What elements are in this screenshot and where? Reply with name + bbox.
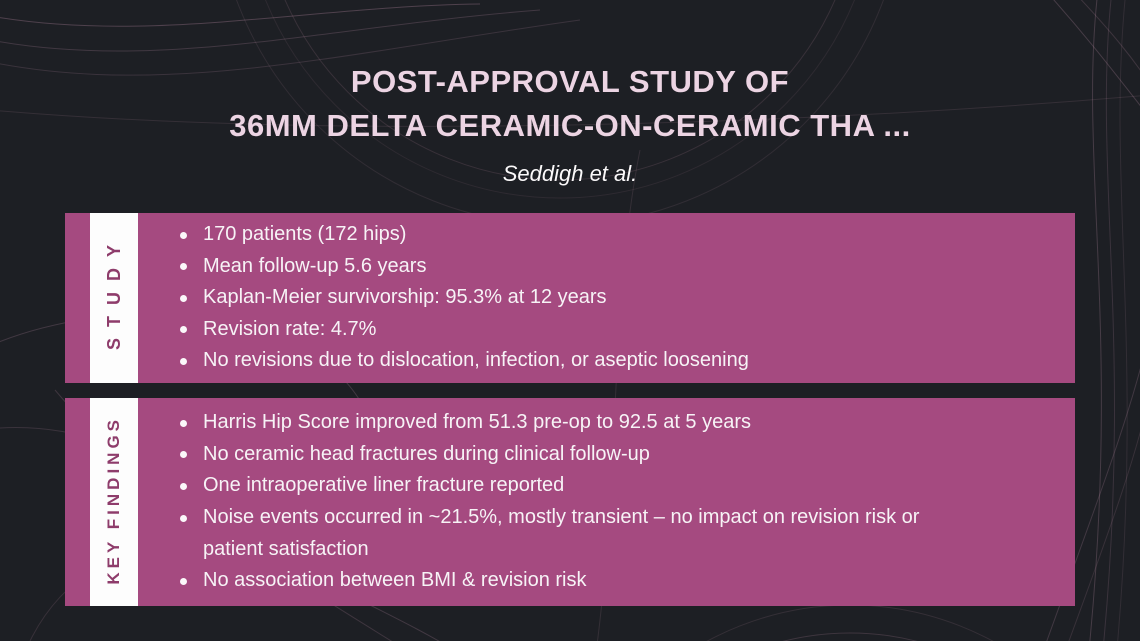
study-bullet-2: Mean follow-up 5.6 years	[175, 251, 957, 283]
title-line-2: 36MM DELTA CERAMIC-ON-CERAMIC THA ...	[229, 108, 911, 143]
key-findings-bullet-3: One intraoperative liner fracture reported	[175, 470, 957, 502]
key-findings-label: KEY FINDINGS	[104, 415, 123, 585]
study-bullet-5: No revisions due to dislocation, infection, or aseptic loosening	[175, 345, 957, 377]
study-panel	[65, 213, 1075, 383]
key-findings-bullet-5: No association between BMI & revision risk	[175, 565, 957, 597]
slide-subtitle: Seddigh et al.	[502, 161, 638, 186]
title-line-1: POST-APPROVAL STUDY OF	[350, 64, 790, 99]
study-bullet-4: Revision rate: 4.7%	[175, 314, 957, 346]
key-findings-label-strip	[90, 398, 138, 606]
study-label: STUDY	[103, 234, 124, 351]
key-findings-bullet-4: Noise events occurred in ~21.5%, mostly transient – no impact on revision risk or patient satisfaction	[175, 502, 957, 565]
study-bullet-1: 170 patients (172 hips)	[175, 219, 957, 251]
study-label-strip	[90, 213, 138, 383]
key-findings-bullet-list	[138, 398, 1075, 606]
study-bullet-3: Kaplan-Meier survivorship: 95.3% at 12 years	[175, 282, 957, 314]
study-panel-left-pad	[65, 213, 90, 383]
key-findings-panel	[65, 398, 1075, 606]
key-findings-bullet-1: Harris Hip Score improved from 51.3 pre-op to 92.5 at 5 years	[175, 407, 957, 439]
key-findings-panel-left-pad	[65, 398, 90, 606]
slide-title	[0, 60, 1140, 148]
study-bullet-list	[138, 213, 1075, 383]
key-findings-bullet-2: No ceramic head fractures during clinical follow-up	[175, 439, 957, 471]
slide-header	[0, 60, 1140, 187]
